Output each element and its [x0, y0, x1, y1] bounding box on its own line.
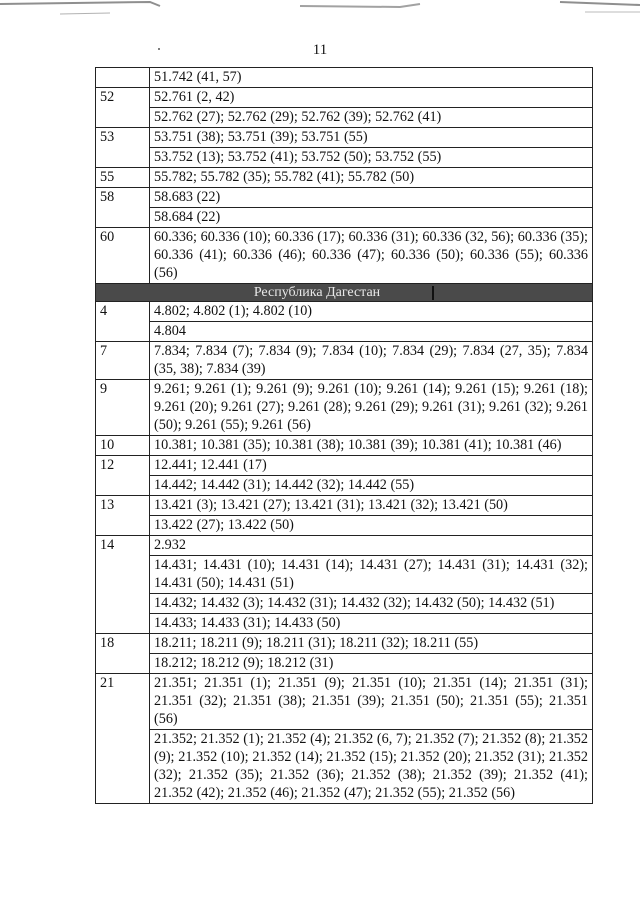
codes-cell: 13.422 (27); 13.422 (50) — [150, 516, 593, 536]
section-number: 4 — [96, 302, 150, 342]
table-row — [96, 496, 593, 516]
section-number — [96, 68, 150, 88]
codes-cell: 58.684 (22) — [150, 208, 593, 228]
region-header-row — [96, 284, 593, 302]
table-row — [96, 476, 593, 496]
scan-artifact-top — [0, 0, 640, 22]
codes-cell: 10.381; 10.381 (35); 10.381 (38); 10.381 (39); 10.381 (41); 10.381 (46) — [150, 436, 593, 456]
section-number: 53 — [96, 128, 150, 168]
codes-cell: 12.441; 12.441 (17) — [150, 456, 593, 476]
codes-cell: 14.432; 14.432 (3); 14.432 (31); 14.432 (32); 14.432 (50); 14.432 (51) — [150, 594, 593, 614]
table-row — [96, 674, 593, 730]
codes-cell: 4.802; 4.802 (1); 4.802 (10) — [150, 302, 593, 322]
table-row — [96, 594, 593, 614]
codes-cell: 51.742 (41, 57) — [150, 68, 593, 88]
table-row — [96, 188, 593, 208]
section-number: 14 — [96, 536, 150, 634]
codes-cell: 55.782; 55.782 (35); 55.782 (41); 55.782 (50) — [150, 168, 593, 188]
codes-cell: 21.352; 21.352 (1); 21.352 (4); 21.352 (6, 7); 21.352 (7); 21.352 (8); 21.352 (9); 21.352 (10); 21.352 (14); 21.352 (15); 21.352 (20); 21.352 (31); 21.352 (32); 21.352 (35); 21.352 (36); 21.352 (38); 21.352 (39); 21.352 (41); 21.352 (42); 21.352 (46); 21.352 (47); 21.352 (55); 21.352 (56) — [150, 730, 593, 804]
codes-cell: 53.751 (38); 53.751 (39); 53.751 (55) — [150, 128, 593, 148]
table-row — [96, 148, 593, 168]
section-number: 18 — [96, 634, 150, 674]
section-number: 55 — [96, 168, 150, 188]
table-row — [96, 108, 593, 128]
table-row — [96, 88, 593, 108]
table-row — [96, 168, 593, 188]
codes-cell: 14.431; 14.431 (10); 14.431 (14); 14.431 (27); 14.431 (31); 14.431 (32); 14.431 (50); 14.431 (51) — [150, 556, 593, 594]
table-row — [96, 536, 593, 556]
codes-cell: 18.211; 18.211 (9); 18.211 (31); 18.211 (32); 18.211 (55) — [150, 634, 593, 654]
section-number: 7 — [96, 342, 150, 380]
table-row — [96, 436, 593, 456]
codes-cell: 7.834; 7.834 (7); 7.834 (9); 7.834 (10); 7.834 (29); 7.834 (27, 35); 7.834 (35, 38); 7.834 (39) — [150, 342, 593, 380]
codes-cell: 14.433; 14.433 (31); 14.433 (50) — [150, 614, 593, 634]
section-number: 21 — [96, 674, 150, 804]
table-row — [96, 322, 593, 342]
codes-cell: 4.804 — [150, 322, 593, 342]
region-header-section — [96, 284, 593, 302]
table-row — [96, 654, 593, 674]
section-number: 58 — [96, 188, 150, 228]
table-row — [96, 302, 593, 322]
codes-cell: 53.752 (13); 53.752 (41); 53.752 (50); 53.752 (55) — [150, 148, 593, 168]
codes-cell: 60.336; 60.336 (10); 60.336 (17); 60.336 (31); 60.336 (32, 56); 60.336 (35); 60.336 (41); 60.336 (46); 60.336 (47); 60.336 (50); 60.336 (55); 60.336 (56) — [150, 228, 593, 284]
codes-cell: 52.761 (2, 42) — [150, 88, 593, 108]
table-row — [96, 634, 593, 654]
table-row — [96, 228, 593, 284]
codes-cell: 2.932 — [150, 536, 593, 556]
table-section-before — [96, 68, 593, 284]
section-number: 52 — [96, 88, 150, 128]
region-header-cell — [96, 284, 593, 302]
table-row — [96, 456, 593, 476]
section-number: 13 — [96, 496, 150, 536]
codes-table — [95, 67, 593, 804]
table-row — [96, 380, 593, 436]
codes-cell: 18.212; 18.212 (9); 18.212 (31) — [150, 654, 593, 674]
table-row — [96, 556, 593, 594]
table-section-after — [96, 302, 593, 804]
section-number: 10 — [96, 436, 150, 456]
codes-cell: 13.421 (3); 13.421 (27); 13.421 (31); 13.421 (32); 13.421 (50) — [150, 496, 593, 516]
scan-speck — [158, 48, 160, 50]
table-row — [96, 128, 593, 148]
codes-cell: 52.762 (27); 52.762 (29); 52.762 (39); 52.762 (41) — [150, 108, 593, 128]
section-number: 12 — [96, 456, 150, 496]
codes-cell: 21.351; 21.351 (1); 21.351 (9); 21.351 (10); 21.351 (14); 21.351 (31); 21.351 (32); 21.351 (38); 21.351 (39); 21.351 (50); 21.351 (55); 21.351 (56) — [150, 674, 593, 730]
section-number: 9 — [96, 380, 150, 436]
table-row — [96, 614, 593, 634]
codes-cell: 9.261; 9.261 (1); 9.261 (9); 9.261 (10); 9.261 (14); 9.261 (15); 9.261 (18); 9.261 (20); 9.261 (27); 9.261 (28); 9.261 (29); 9.261 (31); 9.261 (32); 9.261 (50); 9.261 (55); 9.261 (56) — [150, 380, 593, 436]
region-title: Республика Дагестан — [253, 285, 381, 300]
table-row — [96, 68, 593, 88]
table-row — [96, 342, 593, 380]
codes-cell: 58.683 (22) — [150, 188, 593, 208]
codes-cell: 14.442; 14.442 (31); 14.442 (32); 14.442 (55) — [150, 476, 593, 496]
table-row — [96, 516, 593, 536]
table-row — [96, 208, 593, 228]
text-cursor-mark — [432, 286, 434, 300]
section-number: 60 — [96, 228, 150, 284]
page-number: 11 — [312, 42, 328, 58]
table-row — [96, 730, 593, 804]
